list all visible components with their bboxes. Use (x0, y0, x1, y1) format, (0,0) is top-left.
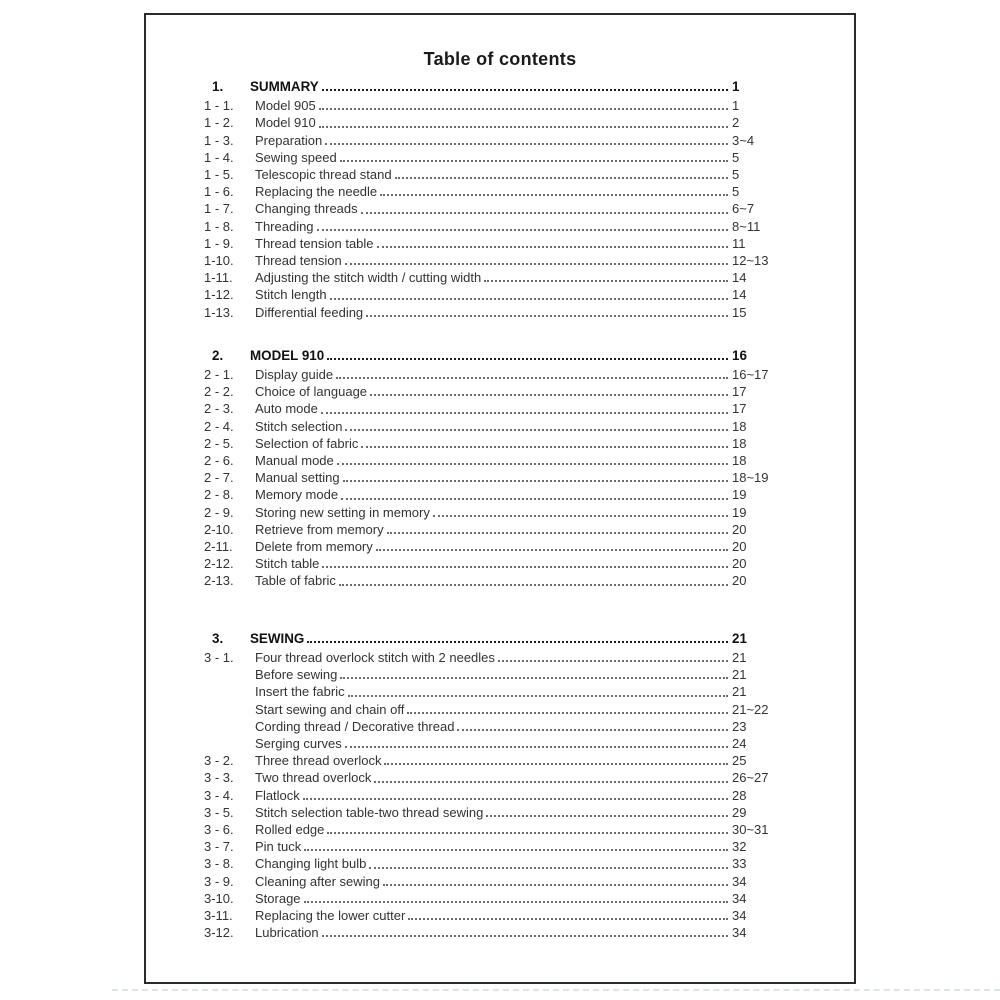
toc-entry-label: Lubrication (255, 925, 319, 941)
toc-entry-page: 5 (732, 149, 740, 165)
toc-entry-page: 18 (732, 435, 747, 451)
toc-entry (204, 469, 776, 486)
dot-leader (304, 901, 728, 903)
toc-entry-label: Insert the fabric (255, 684, 345, 700)
toc-entry-prefix: 1 - 5. (204, 167, 234, 183)
dot-leader (339, 584, 728, 586)
dot-leader (340, 160, 728, 162)
toc-entry-page: 17 (732, 401, 747, 417)
toc-entry (204, 521, 776, 538)
toc-entry-prefix (204, 666, 255, 683)
toc-entry-prefix: 3-11. (204, 907, 233, 923)
toc-entry-label: Auto mode (255, 401, 318, 417)
toc-entry (204, 149, 776, 166)
toc-section-page: 16 (732, 347, 747, 363)
toc-section-title: MODEL 910 (250, 347, 325, 363)
table-of-contents (204, 78, 776, 941)
toc-entry-page: 21 (732, 667, 747, 683)
toc-entry-prefix: 3 - 2. (204, 753, 234, 769)
toc-entry (204, 166, 776, 183)
toc-entry-label: Preparation (255, 132, 323, 148)
toc-entry-prefix: 2 - 1. (204, 367, 234, 383)
toc-entry-prefix: 2-10. (204, 521, 234, 537)
dot-leader (321, 412, 728, 414)
toc-section-title: SEWING (250, 630, 305, 646)
toc-entry-label: Model 905 (255, 98, 316, 114)
toc-entry-label: Manual mode (255, 453, 334, 469)
toc-entry-page: 23 (732, 718, 747, 734)
dot-leader (484, 280, 728, 282)
dot-leader (361, 446, 728, 448)
toc-entry-prefix: 1 - 6. (204, 184, 234, 200)
toc-section (204, 347, 776, 590)
dot-leader (307, 641, 728, 643)
toc-entry-prefix: 2-12. (204, 556, 234, 572)
toc-section-heading (204, 347, 776, 364)
toc-entry-page: 14 (732, 287, 747, 303)
toc-entry-label: Pin tuck (255, 839, 302, 855)
toc-entry-label: Adjusting the stitch width / cutting width (255, 270, 482, 286)
dot-leader (407, 712, 728, 714)
toc-entry-page: 8~11 (732, 218, 761, 234)
page-title: Table of contents (423, 49, 577, 69)
toc-entry (204, 649, 776, 666)
toc-entry (204, 200, 776, 217)
toc-entry-prefix: 3 - 6. (204, 821, 234, 837)
toc-entry-page: 30~31 (732, 821, 769, 837)
dot-leader (369, 867, 728, 869)
toc-section (204, 630, 776, 942)
dot-leader (325, 143, 728, 145)
dot-leader (322, 935, 728, 937)
toc-entry-label: Cleaning after sewing (255, 873, 381, 889)
toc-entry-prefix: 2 - 5. (204, 435, 234, 451)
toc-entry-page: 5 (732, 184, 740, 200)
toc-entry-page: 34 (732, 890, 747, 906)
toc-entry-prefix (204, 718, 255, 735)
toc-entry (204, 435, 776, 452)
toc-entry (204, 890, 776, 907)
toc-entry (204, 821, 776, 838)
scan-artifact-line (112, 989, 1000, 991)
toc-entry (204, 286, 776, 303)
toc-entry-label: Stitch selection table-two thread sewing (255, 804, 484, 820)
toc-entry-prefix (204, 701, 255, 718)
toc-entry-label: Serging curves (255, 735, 342, 751)
manual-page (144, 13, 856, 984)
toc-entry-label: Storing new setting in memory (255, 504, 430, 520)
toc-sub-entry (204, 701, 776, 718)
dot-leader (348, 695, 728, 697)
toc-entry-page: 20 (732, 521, 747, 537)
dot-leader (345, 263, 728, 265)
toc-entry-page: 25 (732, 753, 747, 769)
dot-leader (327, 832, 728, 834)
toc-entry (204, 269, 776, 286)
toc-entry-label: Replacing the needle (255, 184, 378, 200)
toc-section-number: 3. (212, 630, 224, 646)
toc-entry (204, 235, 776, 252)
toc-entry-page: 17 (732, 384, 747, 400)
dot-leader (317, 229, 728, 231)
toc-entry (204, 855, 776, 872)
toc-entry-page: 28 (732, 787, 747, 803)
dot-leader (319, 108, 728, 110)
toc-entry-label: Table of fabric (255, 573, 336, 589)
toc-entry (204, 873, 776, 890)
toc-entry (204, 804, 776, 821)
toc-entry-label: Thread tension table (255, 235, 374, 251)
toc-entry-prefix: 1 - 9. (204, 235, 234, 251)
dot-leader (345, 429, 728, 431)
toc-sub-entry (204, 735, 776, 752)
toc-entry-prefix: 1-12. (204, 287, 234, 303)
toc-entry-page: 18 (732, 418, 747, 434)
toc-entry (204, 252, 776, 269)
toc-entry (204, 418, 776, 435)
toc-entry-page: 21 (732, 649, 747, 665)
toc-entry (204, 924, 776, 941)
toc-entry-label: Stitch table (255, 556, 320, 572)
dot-leader (319, 126, 728, 128)
toc-entry (204, 486, 776, 503)
toc-entry (204, 132, 776, 149)
dot-leader (498, 660, 728, 662)
toc-entry (204, 97, 776, 114)
toc-entry-prefix: 3 - 3. (204, 770, 234, 786)
toc-entry-prefix: 1-13. (204, 304, 234, 320)
toc-entry-page: 34 (732, 873, 747, 889)
toc-section-page: 1 (732, 79, 740, 94)
toc-entry-prefix: 1 - 7. (204, 201, 234, 217)
toc-entry-page: 1 (732, 98, 740, 114)
dot-leader (387, 532, 728, 534)
toc-entry-label: Choice of language (255, 384, 368, 400)
toc-entry-page: 2 (732, 115, 740, 131)
toc-entry-label: Sewing speed (255, 149, 337, 165)
toc-entry-prefix: 2 - 3. (204, 401, 234, 417)
toc-entry-label: Display guide (255, 367, 334, 383)
toc-entry-label: Differential feeding (255, 304, 364, 320)
toc-entry-page: 19 (732, 504, 747, 520)
toc-entry-prefix (204, 735, 255, 752)
toc-entry (204, 752, 776, 769)
dot-leader (457, 729, 728, 731)
dot-leader (343, 480, 728, 482)
toc-section-heading (204, 630, 776, 647)
toc-entry-prefix: 3-12. (204, 925, 234, 941)
dot-leader (408, 918, 728, 920)
dot-leader (380, 194, 728, 196)
toc-entry-label: Thread tension (255, 253, 342, 269)
toc-entry (204, 114, 776, 131)
dot-leader (304, 849, 728, 851)
toc-entry-prefix: 2 - 7. (204, 470, 234, 486)
dot-leader (322, 566, 728, 568)
toc-entry-label: Telescopic thread stand (255, 167, 392, 183)
toc-entry-label: Before sewing (255, 667, 338, 683)
toc-entry-page: 34 (732, 907, 747, 923)
toc-entry-page: 3~4 (732, 132, 755, 148)
toc-entry-prefix: 3 - 4. (204, 787, 234, 803)
dot-leader (330, 298, 728, 300)
toc-entry-page: 15 (732, 304, 747, 320)
toc-entry-page: 14 (732, 270, 747, 286)
toc-entry-prefix: 2-13. (204, 573, 234, 589)
toc-entry (204, 555, 776, 572)
toc-entry-page: 11 (732, 235, 746, 251)
dot-leader (336, 377, 728, 379)
toc-section-number: 1. (212, 79, 224, 94)
toc-entry-prefix: 2 - 4. (204, 418, 234, 434)
toc-entry-prefix (204, 683, 255, 700)
toc-entry-label: Delete from memory (255, 539, 373, 555)
toc-entry (204, 769, 776, 786)
toc-entry (204, 452, 776, 469)
toc-entry-page: 24 (732, 735, 747, 751)
toc-section-heading (204, 78, 776, 95)
toc-entry-label: Stitch length (255, 287, 327, 303)
toc-entry (204, 366, 776, 383)
toc-entry-prefix: 2 - 2. (204, 384, 234, 400)
toc-entry-label: Flatlock (255, 787, 300, 803)
toc-entry-label: Changing threads (255, 201, 358, 217)
toc-entry (204, 383, 776, 400)
toc-entry-prefix: 1 - 2. (204, 115, 234, 131)
dot-leader (337, 463, 728, 465)
toc-entry-label: Rolled edge (255, 821, 325, 837)
dot-leader (377, 246, 728, 248)
toc-entry-label: Replacing the lower cutter (255, 907, 406, 923)
toc-entry-page: 21 (732, 684, 747, 700)
dot-leader (327, 358, 728, 360)
toc-entry-prefix: 3 - 5. (204, 804, 234, 820)
toc-entry-prefix: 1 - 8. (204, 218, 234, 234)
dot-leader (303, 798, 728, 800)
toc-entry-page: 32 (732, 839, 747, 855)
toc-entry-prefix: 1 - 4. (204, 149, 234, 165)
toc-entry-label: Model 910 (255, 115, 316, 131)
toc-entry-page: 26~27 (732, 770, 769, 786)
toc-section-number: 2. (212, 347, 224, 363)
toc-section (204, 78, 776, 321)
toc-entry-prefix: 3 - 8. (204, 856, 234, 872)
toc-entry-page: 6~7 (732, 201, 755, 217)
toc-entry-prefix: 1 - 3. (204, 132, 234, 148)
toc-entry (204, 183, 776, 200)
toc-entry-prefix: 2 - 8. (204, 487, 234, 503)
dot-leader (366, 315, 728, 317)
dot-leader (374, 781, 728, 783)
dot-leader (383, 884, 728, 886)
toc-sub-entry (204, 666, 776, 683)
toc-entry (204, 787, 776, 804)
toc-entry-prefix: 1-11. (204, 270, 233, 286)
toc-entry-prefix: 3 - 9. (204, 873, 234, 889)
toc-entry-page: 34 (732, 925, 747, 941)
toc-entry-label: Start sewing and chain off (255, 701, 405, 717)
toc-entry-page: 5 (732, 167, 740, 183)
toc-entry (204, 218, 776, 235)
toc-entry-page: 12~13 (732, 253, 769, 269)
toc-entry (204, 304, 776, 321)
toc-entry (204, 400, 776, 417)
toc-entry-label: Memory mode (255, 487, 339, 503)
toc-entry-prefix: 2-11. (204, 539, 233, 555)
toc-entry-page: 29 (732, 804, 747, 820)
toc-entry-prefix: 3-10. (204, 890, 234, 906)
toc-entry (204, 538, 776, 555)
toc-entry-prefix: 1-10. (204, 253, 234, 269)
toc-entry (204, 504, 776, 521)
toc-entry-page: 20 (732, 573, 747, 589)
dot-leader (486, 815, 728, 817)
dot-leader (395, 177, 728, 179)
toc-section-page: 21 (732, 630, 747, 646)
dot-leader (340, 677, 728, 679)
toc-entry (204, 907, 776, 924)
toc-entry-page: 33 (732, 856, 747, 872)
toc-sub-entry (204, 718, 776, 735)
toc-entry-label: Storage (255, 890, 301, 906)
toc-entry-page: 18 (732, 453, 747, 469)
toc-entry-page: 18~19 (732, 470, 769, 486)
toc-section-title: SUMMARY (250, 79, 319, 94)
toc-entry-label: Two thread overlock (255, 770, 372, 786)
dot-leader (345, 746, 728, 748)
toc-entry-prefix: 1 - 1. (204, 98, 234, 114)
toc-entry-label: Stitch selection (255, 418, 343, 434)
toc-entry-prefix: 3 - 1. (204, 649, 234, 665)
dot-leader (322, 89, 728, 91)
toc-entry-page: 20 (732, 539, 747, 555)
toc-entry-prefix: 2 - 9. (204, 504, 234, 520)
dot-leader (370, 394, 728, 396)
toc-entry-prefix: 3 - 7. (204, 839, 234, 855)
dot-leader (361, 212, 728, 214)
toc-sub-entry (204, 683, 776, 700)
toc-entry-label: Three thread overlock (255, 753, 382, 769)
toc-entry-page: 20 (732, 556, 747, 572)
toc-entry (204, 572, 776, 589)
toc-entry-label: Changing light bulb (255, 856, 367, 872)
dot-leader (376, 549, 728, 551)
toc-entry-label: Four thread overlock stitch with 2 needles (255, 649, 495, 665)
toc-entry-page: 19 (732, 487, 747, 503)
toc-entry-label: Retrieve from memory (255, 521, 384, 537)
toc-entry (204, 838, 776, 855)
dot-leader (433, 515, 728, 517)
toc-entry-label: Cording thread / Decorative thread (255, 718, 455, 734)
toc-entry-prefix: 2 - 6. (204, 453, 234, 469)
toc-entry-page: 16~17 (732, 367, 769, 383)
toc-entry-label: Manual setting (255, 470, 340, 486)
dot-leader (384, 763, 728, 765)
dot-leader (341, 498, 728, 500)
toc-entry-label: Threading (255, 218, 314, 234)
toc-entry-label: Selection of fabric (255, 435, 359, 451)
toc-entry-page: 21~22 (732, 701, 769, 717)
